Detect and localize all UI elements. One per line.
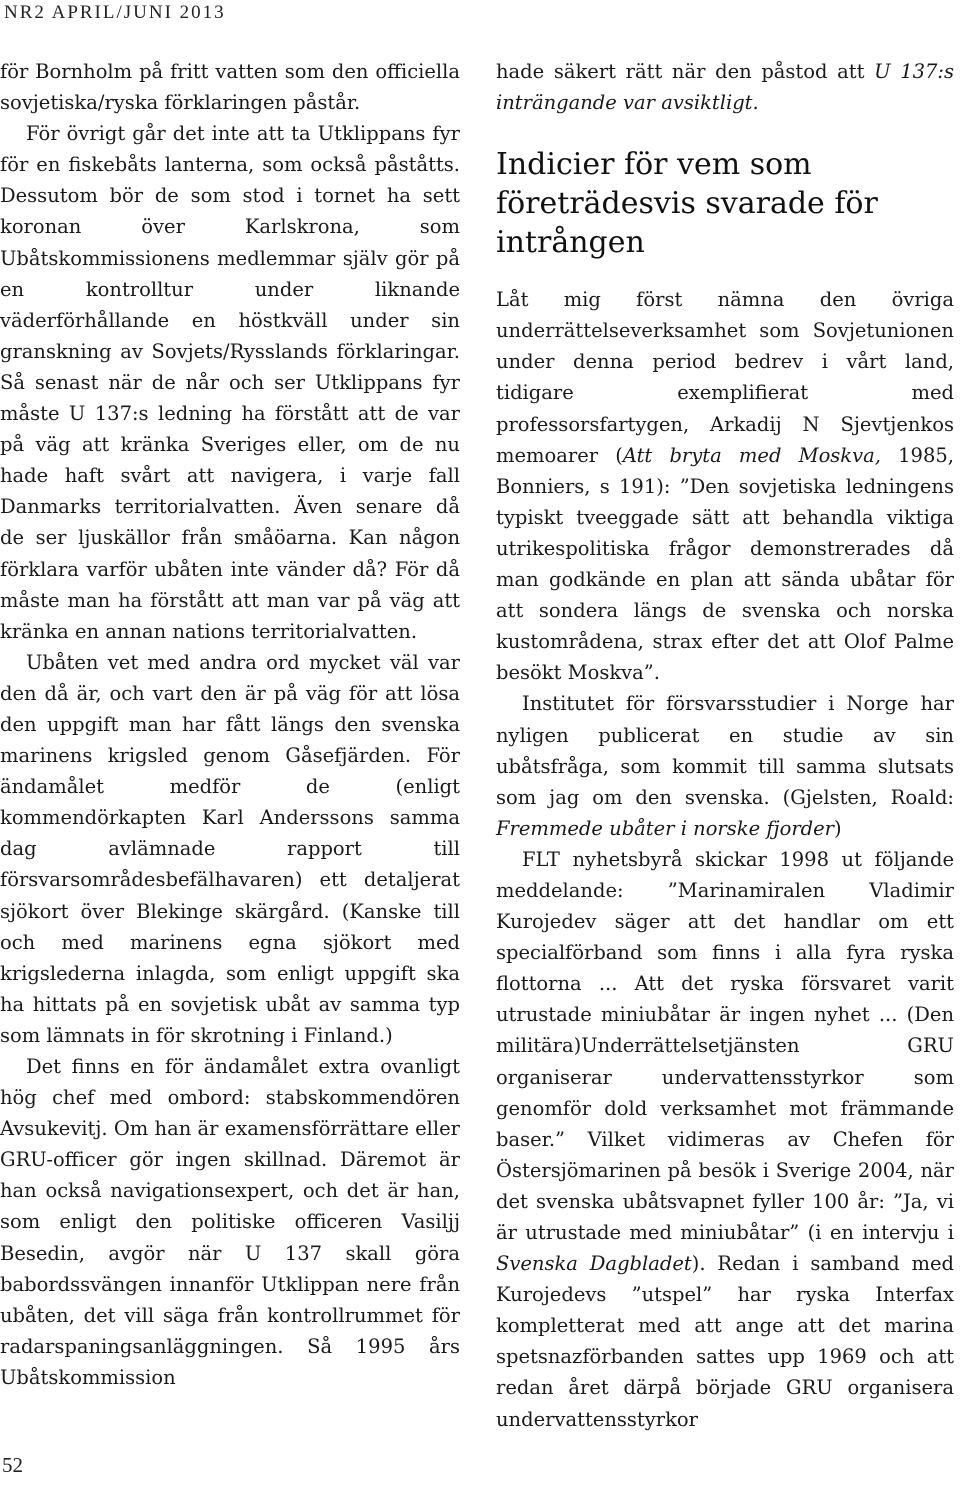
section-heading: Indicier för vem som företrädesvis svarade för intrången bbox=[496, 147, 878, 261]
paragraph bbox=[496, 844, 954, 1435]
right-column bbox=[496, 56, 954, 1435]
running-head: NR2 APRIL/JUNI 2013 bbox=[4, 2, 226, 23]
page-number: 52 bbox=[2, 1453, 23, 1477]
paragraph-text: Låt mig först nämna den övriga underrättelseverksamhet som Sovjetunionen under denna period bedrev i vårt land, tidigare exemplifierat med professorsfartygen, Arkadij N Sjevtjenkos memoarer ( bbox=[496, 288, 954, 467]
paragraph-text: 1985, Bonniers, s 191): ”Den sovjetiska ledningens typiskt tveeggade sätt att behandla viktiga utrikespolitiska frågor demonstrerades då man godkände en plan att sända ubåtar för att sondera längs de svenska och norska kustområdena, strax efter det att Olof Palme besökt Moskva”. bbox=[496, 443, 954, 685]
paragraph: Det finns en för ändamålet extra ovanligt hög chef med ombord: stabskommendören Avsukevitj. Om han är examensförrättare eller GRU-officer gör ingen skillnad. Däremot är han också navigationsexpert, och det är han, som enligt den politiske officeren Vasiljj Besedin, avgör när U 137 skall göra babordssvängen innanför Utklippan nere från ubåten, det vill säga från kontrollrummet för radarspaningsanläggningen. Så 1995 års Ubåtskommission bbox=[0, 1055, 460, 1389]
paragraph: För övrigt går det inte att ta Utklippans fyr för en fiskebåts lanterna, som också påståtts. Dessutom bör de som stod i tornet ha sett koronan över Karlskrona, som Ubåtskommissionens medlemmar själv gör på en kontrolltur under liknande väderförhållande en höstkväll under sin granskning av Sovjets/Rysslands förklaringar. Så senast när de når och ser Utklippans fyr måste U 137:s ledning ha förstått att de var på väg att kränka Sveriges eller, om de nu hade haft svårt att navigera, i varje fall Danmarks territorialvatten. Även senare då de ser ljuskällor från småöarna. Kan någon förklara varför ubåten inte vänder då? För då måste man ha förstått att man var på väg att kränka en annan nations territorialvatten. bbox=[0, 122, 460, 643]
paragraph bbox=[496, 688, 954, 843]
paragraph-text: ) bbox=[833, 816, 842, 840]
paragraph-text: hade säkert rätt när den påstod att bbox=[496, 60, 875, 83]
paragraph-text: FLT nyhetsbyrå skickar 1998 ut följande meddelande: ”Marinamiralen Vladimir Kurojedev säger att det handlar om ett specialförband som finns i alla fyra ryska flottorna ... Att det ryska försvaret varit utrustade miniubåtar är ingen nyhet ... (Den militära)Underrättelsetjänsten GRU organiserar undervattensstyrkor som genomför dold verksamhet mot främmande baser.” Vilket vidimeras av Chefen för Östersjömarinen på besök i Sverige 2004, när det svenska ubåtsvapnet fyller 100 år: ”Ja, vi är utrustade med miniubåtar” (i en intervju i bbox=[496, 847, 954, 1244]
paragraph-text: Institutet för försvarsstudier i Norge har nyligen publicerat en studie av sin ubåtsfråga, som kommit till samma slutsats som jag om den svenska. (Gjelsten, Roald: bbox=[496, 692, 954, 809]
left-column bbox=[0, 56, 460, 1393]
emphasis: U 137:s inträngande var avsiktligt. bbox=[496, 60, 954, 115]
study-title: Fremmede ubåter i norske fjorder bbox=[496, 816, 834, 840]
paragraph bbox=[496, 56, 954, 118]
paragraph: Ubåten vet med andra ord mycket väl var den då är, och vart den är på väg för att lösa den uppgift man har fått längs den svenska marinens krigsled genom Gåsefjärden. För ändamålet medför de (enligt kommendörkapten Karl Anderssons samma dag avlämnade rapport till försvarsområdesbefälhavaren) ett detaljerat sjökort över Blekinge skärgård. (Kanske till och med marinens egna sjökort med krigslederna inlagda, som enligt uppgift ska ha hittats på en sovjetisk ubåt av samma typ som lämnats in för skrotning i Finland.) bbox=[0, 650, 460, 1047]
paragraph-text: ). Redan i samband med Kurojedevs ”utspel” har ryska Interfax kompletterat med att ange att det marina spetsnazförbanden sattes upp 1969 och att redan året därpå började GRU organisera undervattensstyrkor bbox=[496, 1252, 954, 1431]
newspaper-title: Svenska Dagbladet bbox=[496, 1252, 692, 1276]
paragraph bbox=[496, 284, 954, 688]
book-title: Att bryta med Moskva, bbox=[622, 443, 881, 467]
paragraph: för Bornholm på fritt vatten som den officiella sovjetiska/ryska förklaringen påstår. bbox=[0, 60, 460, 115]
